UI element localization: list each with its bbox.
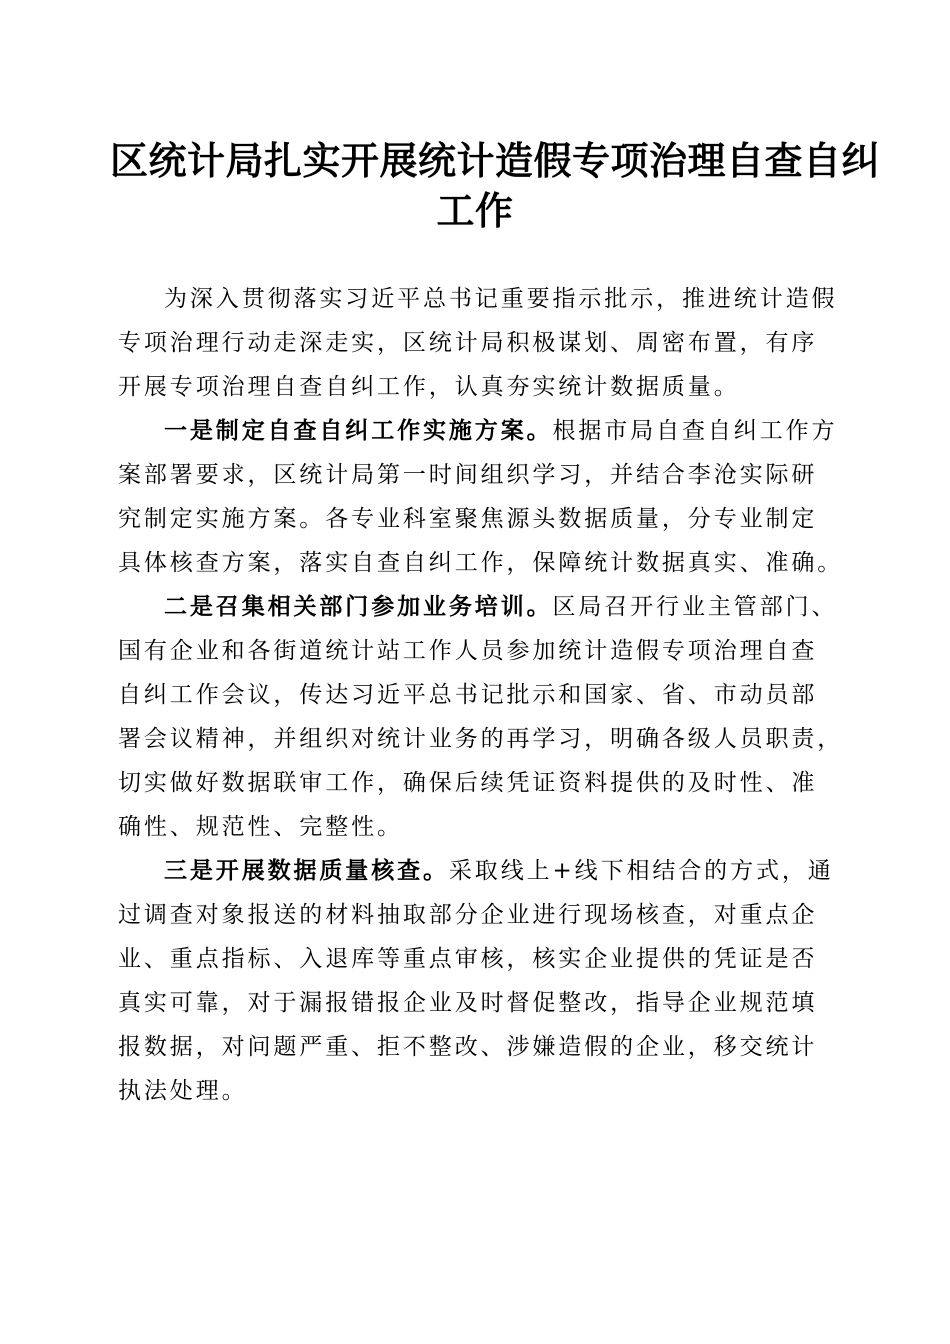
- text-line: [118, 849, 834, 893]
- text-line: [118, 409, 838, 453]
- text-line: [118, 585, 838, 629]
- paragraph-text: 区局召开行业主管部门、: [552, 594, 838, 620]
- text-line: 究制定实施方案。各专业科室聚焦源头数据质量，分专业制定: [118, 506, 818, 532]
- text-line: 专项治理行动走深走实，区统计局积极谋划、周密布置，有序: [118, 330, 818, 356]
- paragraph-third-measure: [118, 849, 834, 1113]
- paragraph-lead-heading: 三是开展数据质量核查。: [164, 858, 449, 884]
- text-line: 业、重点指标、入退库等重点审核，核实企业提供的凭证是否: [118, 946, 818, 972]
- paragraph-first-measure: [118, 409, 844, 585]
- text-line: 真实可靠，对于漏报错报企业及时督促整改，指导企业规范填: [118, 990, 818, 1016]
- text-line: 自纠工作会议，传达习近平总书记批示和国家、省、市动员部: [118, 682, 818, 708]
- text-line: 国有企业和各街道统计站工作人员参加统计造假专项治理自查: [118, 638, 818, 664]
- paragraph-lead-heading: 二是召集相关部门参加业务培训。: [164, 594, 553, 620]
- text-line: 为深入贯彻落实习近平总书记重要指示批示，推进统计造假: [164, 286, 838, 312]
- text-line: 署会议精神，并组织对统计业务的再学习，明确各级人员职责，: [118, 726, 844, 752]
- document-title: [110, 136, 881, 236]
- text-line: 确性、规范性、完整性。: [118, 814, 403, 840]
- text-line: 报数据，对问题严重、拒不整改、涉嫌造假的企业，移交统计: [118, 1034, 818, 1060]
- title-line-1: 区统计局扎实开展统计造假专项治理自查自纠: [110, 138, 881, 183]
- text-line: 执法处理。: [118, 1078, 248, 1104]
- paragraph-text: 根据市局自查自纠工作方: [552, 418, 838, 444]
- paragraph-text: 采取线上+线下相结合的方式，通: [448, 858, 834, 884]
- text-line: 具体核查方案，落实自查自纠工作，保障统计数据真实、准确。: [118, 550, 844, 576]
- paragraph-second-measure: [118, 585, 844, 849]
- paragraph-lead-heading: 一是制定自查自纠工作实施方案。: [164, 418, 553, 444]
- paragraph-intro: [118, 277, 838, 409]
- text-line: 切实做好数据联审工作，确保后续凭证资料提供的及时性、准: [118, 770, 818, 796]
- text-line: 过调查对象报送的材料抽取部分企业进行现场核查，对重点企: [118, 902, 818, 928]
- title-line-2: 工作: [436, 188, 514, 233]
- text-line: 开展专项治理自查自纠工作，认真夯实统计数据质量。: [118, 374, 740, 400]
- document-body: [118, 277, 844, 1113]
- text-line: 案部署要求，区统计局第一时间组织学习，并结合李沧实际研: [118, 462, 818, 488]
